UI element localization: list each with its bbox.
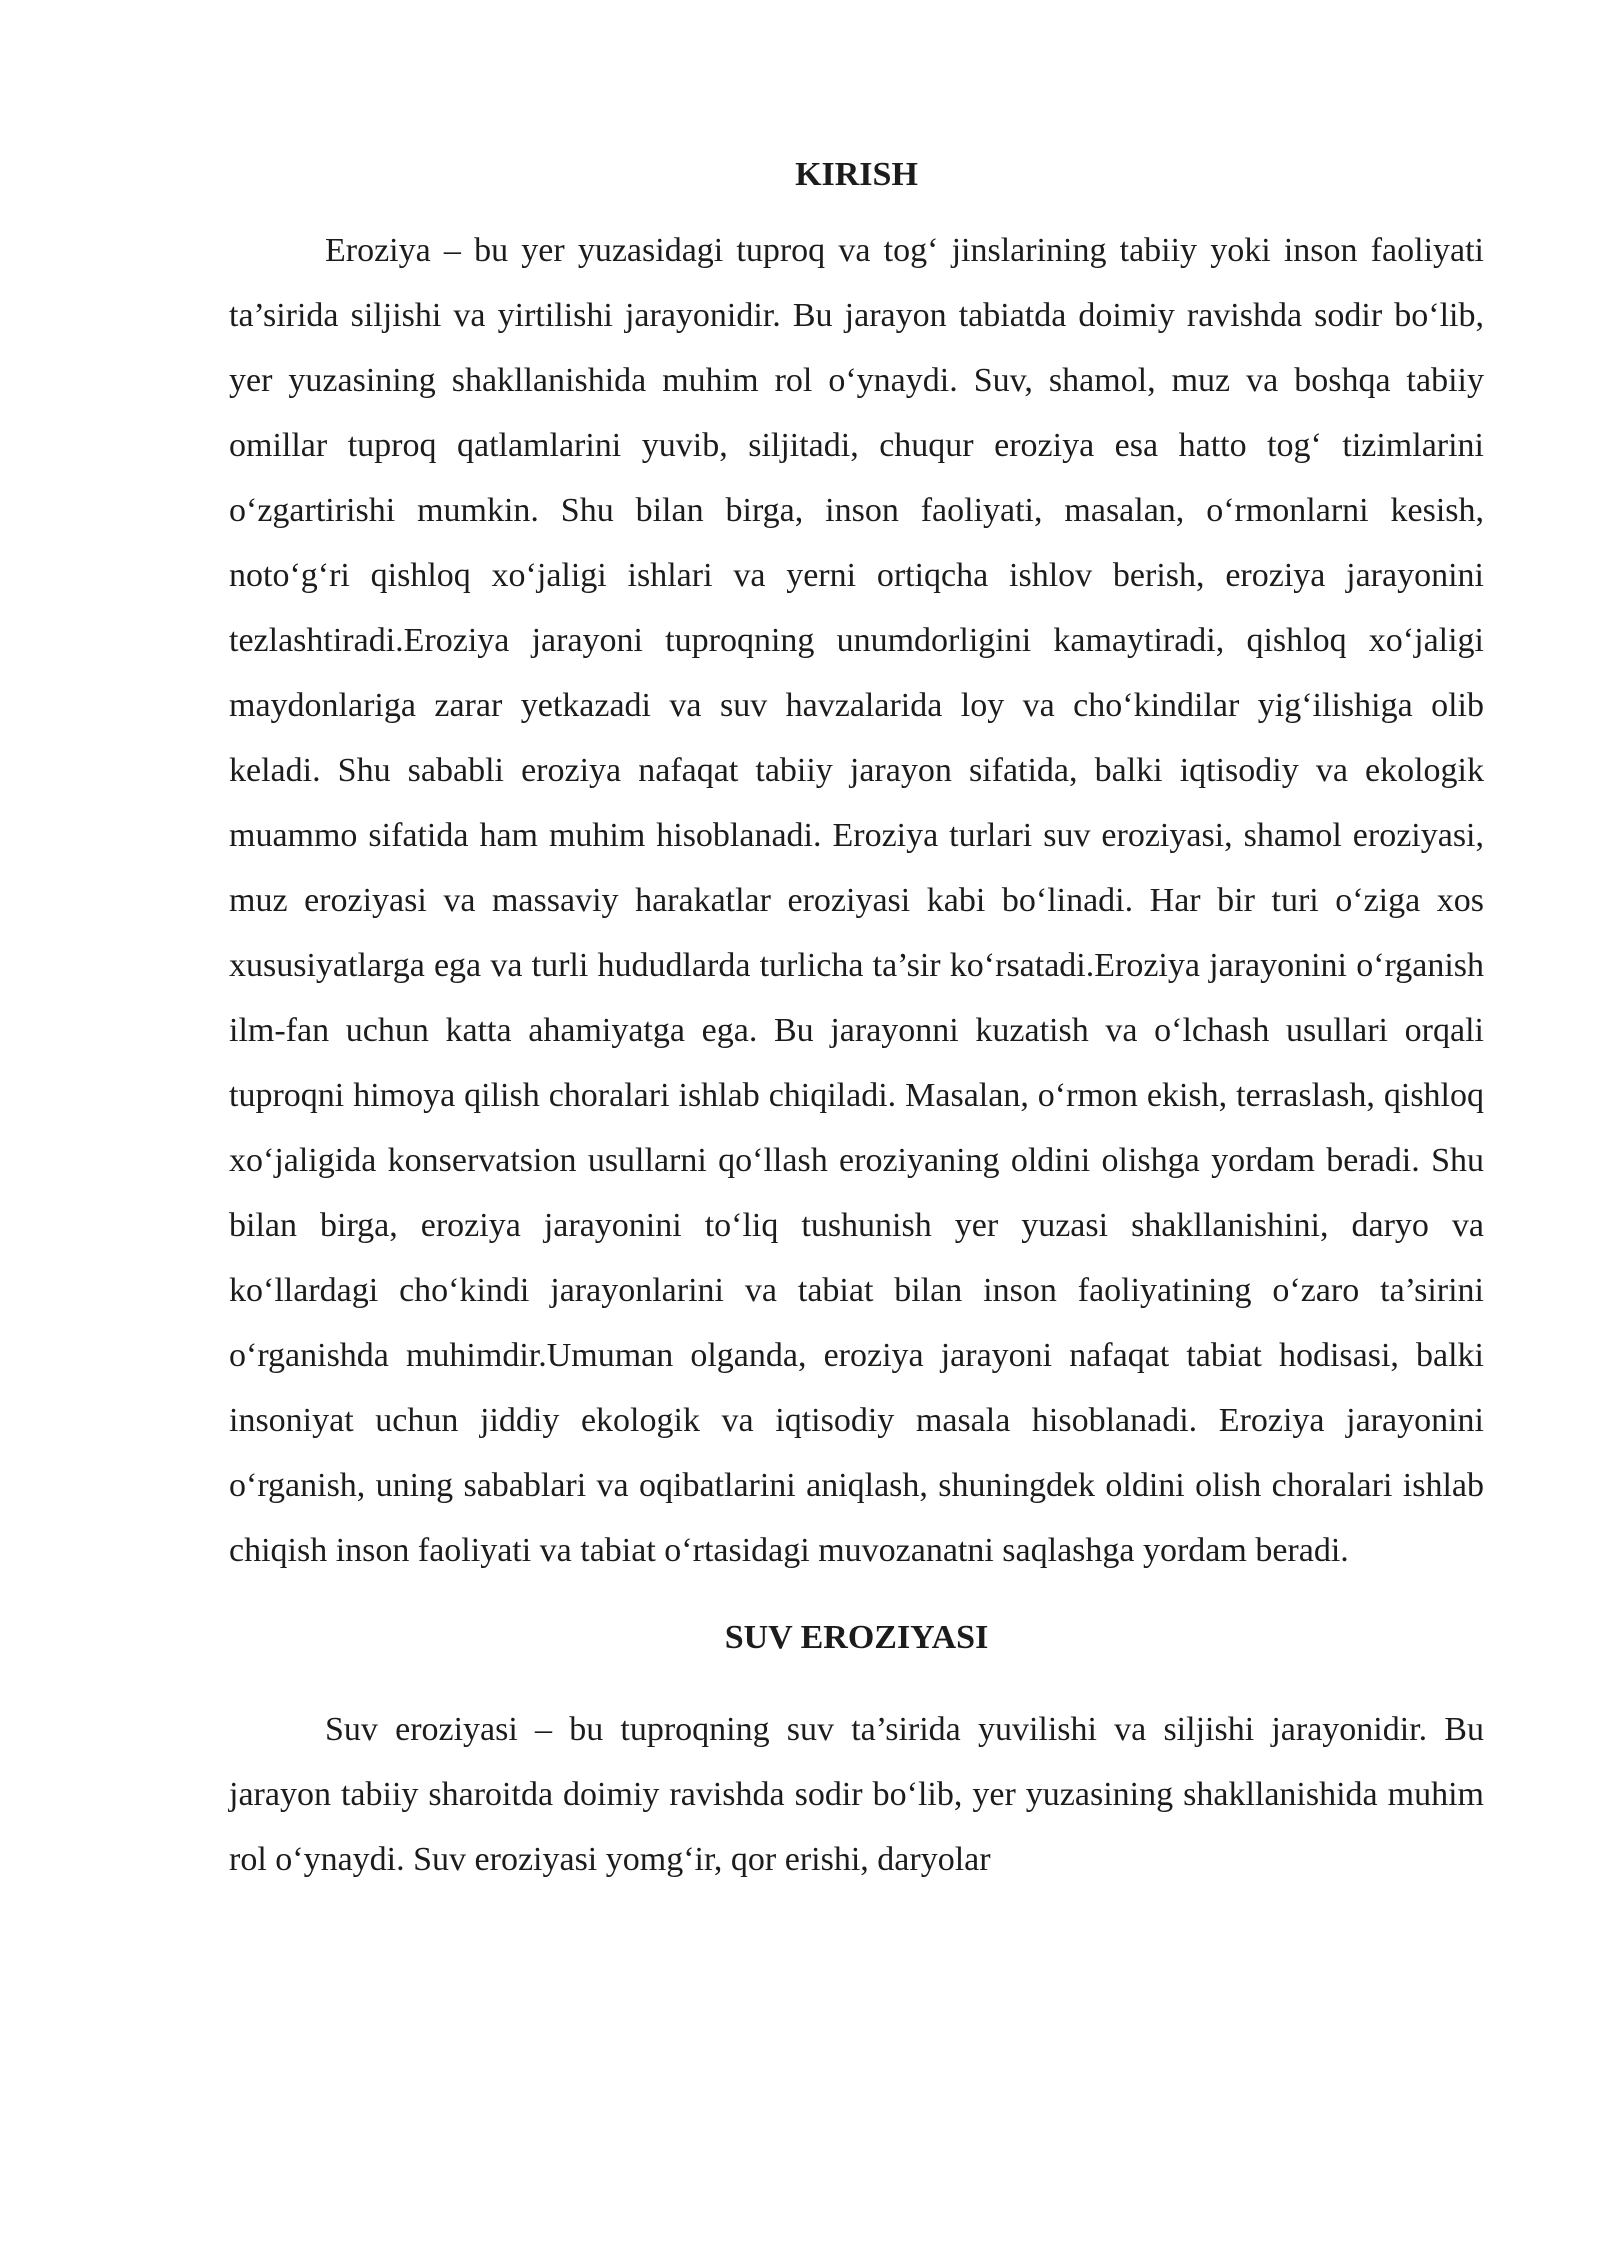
document-body bbox=[229, 148, 1484, 1892]
section-heading-suv-eroziyasi: SUV EROZIYASI bbox=[724, 1619, 989, 1656]
paragraph-suv-eroziyasi: Suv eroziyasi – bu tuproqning suv ta’sirida yuvilishi va siljishi jarayonidir. Bu jarayon tabiiy sharoitda doimiy ravishda sodir bo‘lib, yer yuzasining shakllanishida muhim rol o‘ynaydi. Suv eroziyasi yomg‘ir, qor erishi, daryolar bbox=[229, 1711, 1484, 1878]
section-heading-kirish: KIRISH bbox=[795, 156, 918, 193]
paragraph-kirish: Eroziya – bu yer yuzasidagi tuproq va tog‘ jinslarining tabiiy yoki inson faoliyati ta’sirida siljishi va yirtilishi jarayonidir. Bu jarayon tabiatda doimiy ravishda sodir bo‘lib, yer yuzasining shakllanishida muhim rol o‘ynaydi. Suv, shamol, muz va boshqa tabiiy omillar tuproq qatlamlarini yuvib, siljitadi, chuqur eroziya esa hatto tog‘ tizimlarini o‘zgartirishi mumkin. Shu bilan birga, inson faoliyati, masalan, o‘rmonlarni kesish, noto‘g‘ri qishloq xo‘jaligi ishlari va yerni ortiqcha ishlov berish, eroziya jarayonini tezlashtiradi.Eroziya jarayoni tuproqning unumdorligini kamaytiradi, qishloq xo‘jaligi maydonlariga zarar yetkazadi va suv havzalarida loy va cho‘kindilar yig‘ilishiga olib keladi. Shu sababli eroziya nafaqat tabiiy jarayon sifatida, balki iqtisodiy va ekologik muammo sifatida ham muhim hisoblanadi. Eroziya turlari suv eroziyasi, shamol eroziyasi, muz eroziyasi va massaviy harakatlar eroziyasi kabi bo‘linadi. Har bir turi o‘ziga xos xususiyatlarga ega va turli hududlarda turlicha ta’sir ko‘rsatadi.Eroziya jarayonini o‘rganish ilm-fan uchun katta ahamiyatga ega. Bu jarayonni kuzatish va o‘lchash usullari orqali tuproqni himoya qilish choralari ishlab chiqiladi. Masalan, o‘rmon ekish, terraslash, qishloq xo‘jaligida konservatsion usullarni qo‘llash eroziyaning oldini olishga yordam beradi. Shu bilan birga, eroziya jarayonini to‘liq tushunish yer yuzasi shakllanishini, daryo va ko‘llardagi cho‘kindi jarayonlarini va tabiat bilan inson faoliyatining o‘zaro ta’sirini o‘rganishda muhimdir.Umuman olganda, eroziya jarayoni nafaqat tabiat hodisasi, balki insoniyat uchun jiddiy ekologik va iqtisodiy masala hisoblanadi. Eroziya jarayonini o‘rganish, uning sabablari va oqibatlarini aniqlash, shuningdek oldini olish choralari ishlab chiqish inson faoliyati va tabiat o‘rtasidagi muvozanatni saqlashga yordam beradi. bbox=[229, 232, 1484, 1569]
